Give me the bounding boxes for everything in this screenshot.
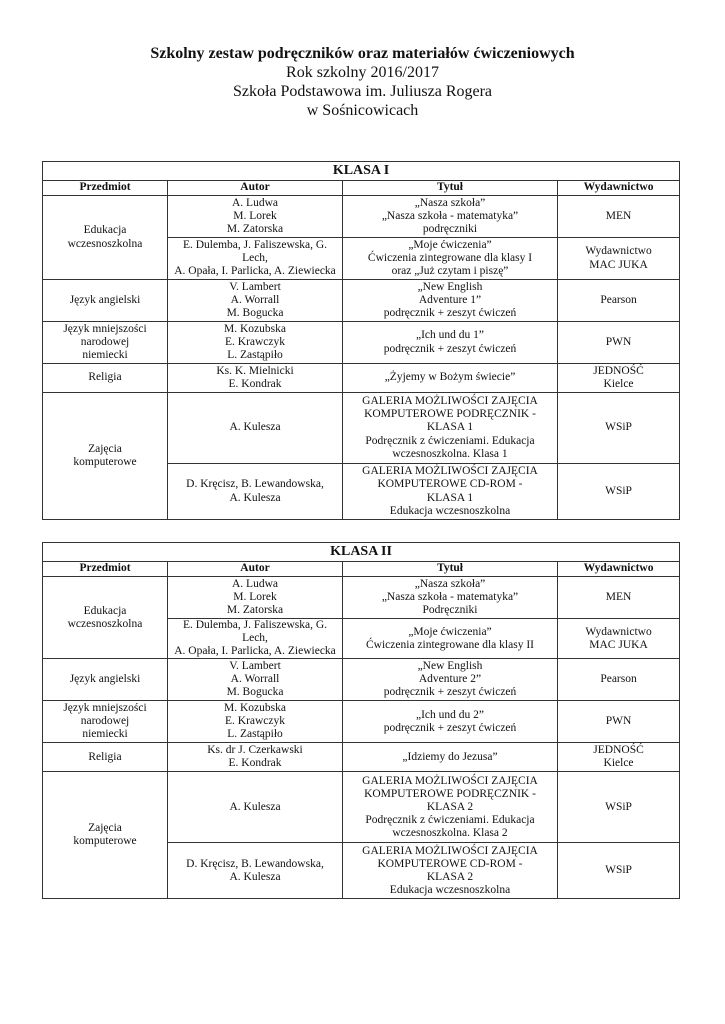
- subject-cell: Religia: [43, 364, 168, 393]
- table-row: [43, 743, 680, 772]
- publisher-cell: WSiP: [558, 843, 680, 899]
- title-cell: „Moje ćwiczenia” Ćwiczenia zintegrowane dla klasy II: [343, 619, 558, 659]
- table-row: [43, 772, 680, 843]
- title-cell: „Ich und du 1” podręcznik + zeszyt ćwiczeń: [343, 322, 558, 364]
- publisher-cell: WSiP: [558, 464, 680, 520]
- author-cell: A. Ludwa M. Lorek M. Zatorska: [168, 577, 343, 619]
- table-row: [43, 364, 680, 393]
- publisher-cell: MEN: [558, 196, 680, 238]
- author-cell: V. Lambert A. Worrall M. Bogucka: [168, 659, 343, 701]
- klasa-1-table: [42, 161, 680, 520]
- col-title: Tytuł: [343, 562, 558, 577]
- table-row: [43, 659, 680, 701]
- school-town: w Sośnicowicach: [306, 102, 419, 119]
- header-row: [43, 562, 680, 577]
- title-cell: GALERIA MOŻLIWOŚCI ZAJĘCIA KOMPUTEROWE PODRĘCZNIK - KLASA 2 Podręcznik z ćwiczeniami. Edukacja wczesnoszkolna. Klasa 2: [343, 772, 558, 843]
- subject-cell: Zajęcia komputerowe: [43, 772, 168, 899]
- subject-cell: Język mniejszości narodowej niemiecki: [43, 701, 168, 743]
- author-cell: A. Kulesza: [168, 393, 343, 464]
- publisher-cell: Wydawnictwo MAC JUKA: [558, 619, 680, 659]
- subject-cell: Język angielski: [43, 280, 168, 322]
- author-cell: M. Kozubska E. Krawczyk L. Zastąpiło: [168, 322, 343, 364]
- subject-cell: Religia: [43, 743, 168, 772]
- col-publisher: Wydawnictwo: [558, 562, 680, 577]
- col-subject: Przedmiot: [43, 181, 168, 196]
- publisher-cell: JEDNOŚĆ Kielce: [558, 364, 680, 393]
- title-cell: „Moje ćwiczenia” Ćwiczenia zintegrowane dla klasy I oraz „Już czytam i piszę”: [343, 238, 558, 280]
- title-cell: „New English Adventure 2” podręcznik + zeszyt ćwiczeń: [343, 659, 558, 701]
- table-row: [43, 701, 680, 743]
- author-cell: A. Kulesza: [168, 772, 343, 843]
- school-name: Szkoła Podstawowa im. Juliusza Rogera: [232, 83, 493, 100]
- title-cell: GALERIA MOŻLIWOŚCI ZAJĘCIA KOMPUTEROWE PODRĘCZNIK - KLASA 1 Podręcznik z ćwiczeniami. Edukacja wczesnoszkolna. Klasa 1: [343, 393, 558, 464]
- publisher-cell: WSiP: [558, 772, 680, 843]
- klasa-2-caption: KLASA II: [43, 543, 680, 562]
- subject-cell: Język angielski: [43, 659, 168, 701]
- klasa-2-table: [42, 542, 680, 899]
- table-row: [43, 196, 680, 238]
- author-cell: D. Kręcisz, B. Lewandowska, A. Kulesza: [168, 843, 343, 899]
- title-cell: „Nasza szkoła” „Nasza szkoła - matematyka” podręczniki: [343, 196, 558, 238]
- title-cell: „Nasza szkoła” „Nasza szkoła - matematyka” Podręczniki: [343, 577, 558, 619]
- table-row: [43, 322, 680, 364]
- document-title: Szkolny zestaw podręczników oraz materiałów ćwiczeniowych: [150, 45, 575, 62]
- col-author: Autor: [168, 562, 343, 577]
- title-cell: GALERIA MOŻLIWOŚCI ZAJĘCIA KOMPUTEROWE CD-ROM - KLASA 1 Edukacja wczesnoszkolna: [343, 464, 558, 520]
- author-cell: E. Dulemba, J. Faliszewska, G. Lech, A. Opała, I. Parlicka, A. Ziewiecka: [168, 619, 343, 659]
- author-cell: M. Kozubska E. Krawczyk L. Zastąpiło: [168, 701, 343, 743]
- publisher-cell: Wydawnictwo MAC JUKA: [558, 238, 680, 280]
- publisher-cell: Pearson: [558, 280, 680, 322]
- publisher-cell: WSiP: [558, 393, 680, 464]
- publisher-cell: Pearson: [558, 659, 680, 701]
- subject-cell: Edukacja wczesnoszkolna: [43, 196, 168, 280]
- col-publisher: Wydawnictwo: [558, 181, 680, 196]
- title-cell: „Ich und du 2” podręcznik + zeszyt ćwiczeń: [343, 701, 558, 743]
- school-year: Rok szkolny 2016/2017: [286, 64, 439, 81]
- publisher-cell: PWN: [558, 322, 680, 364]
- author-cell: A. Ludwa M. Lorek M. Zatorska: [168, 196, 343, 238]
- title-cell: „New English Adventure 1” podręcznik + zeszyt ćwiczeń: [343, 280, 558, 322]
- table-row: [43, 577, 680, 619]
- col-author: Autor: [168, 181, 343, 196]
- col-subject: Przedmiot: [43, 562, 168, 577]
- title-cell: „Idziemy do Jezusa”: [343, 743, 558, 772]
- publisher-cell: MEN: [558, 577, 680, 619]
- author-cell: Ks. K. Mielnicki E. Kondrak: [168, 364, 343, 393]
- subject-cell: Zajęcia komputerowe: [43, 393, 168, 520]
- klasa-1-caption: KLASA I: [43, 162, 680, 181]
- author-cell: E. Dulemba, J. Faliszewska, G. Lech, A. Opała, I. Parlicka, A. Ziewiecka: [168, 238, 343, 280]
- document-header: [0, 44, 725, 120]
- subject-cell: Edukacja wczesnoszkolna: [43, 577, 168, 659]
- col-title: Tytuł: [343, 181, 558, 196]
- title-cell: GALERIA MOŻLIWOŚCI ZAJĘCIA KOMPUTEROWE CD-ROM - KLASA 2 Edukacja wczesnoszkolna: [343, 843, 558, 899]
- table-row: [43, 393, 680, 464]
- title-cell: „Żyjemy w Bożym świecie”: [343, 364, 558, 393]
- author-cell: Ks. dr J. Czerkawski E. Kondrak: [168, 743, 343, 772]
- header-row: [43, 181, 680, 196]
- table-row: [43, 280, 680, 322]
- author-cell: V. Lambert A. Worrall M. Bogucka: [168, 280, 343, 322]
- subject-cell: Język mniejszości narodowej niemiecki: [43, 322, 168, 364]
- publisher-cell: JEDNOŚĆ Kielce: [558, 743, 680, 772]
- author-cell: D. Kręcisz, B. Lewandowska, A. Kulesza: [168, 464, 343, 520]
- publisher-cell: PWN: [558, 701, 680, 743]
